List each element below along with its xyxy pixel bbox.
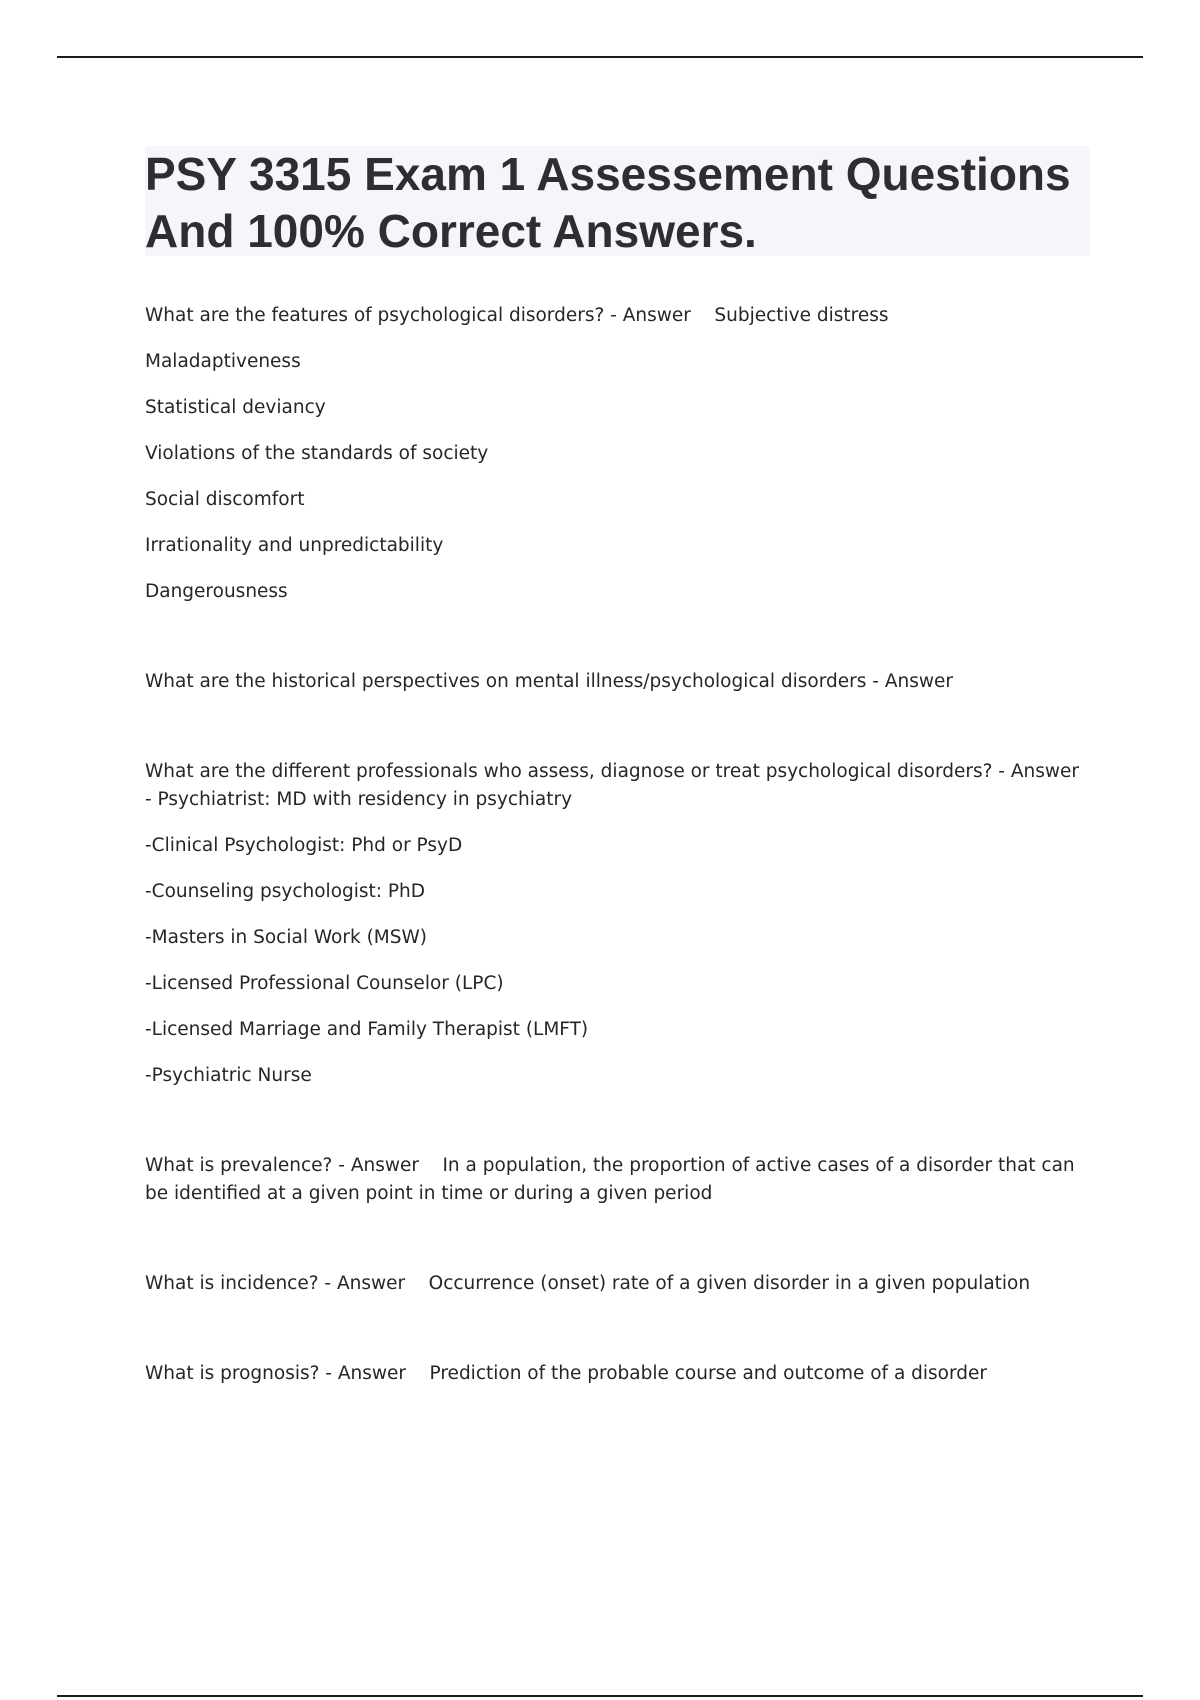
list-item: -Psychiatric Nurse	[145, 1065, 312, 1086]
question-professionals: What are the different professionals who assess, diagnose or treat psychological disorders? - Answer - Psychiatrist: MD with residency in psychiatry	[145, 761, 1103, 810]
list-item: Dangerousness	[145, 581, 288, 602]
list-item: Social discomfort	[145, 489, 305, 510]
document-title: PSY 3315 Exam 1 Assessement Questions And 100% Correct Answers.	[145, 148, 1071, 257]
question-historical: What are the historical perspectives on mental illness/psychological disorders - Answer	[145, 671, 953, 692]
bottom-rule	[57, 1695, 1143, 1697]
list-item: -Licensed Professional Counselor (LPC)	[145, 973, 504, 994]
list-item: -Licensed Marriage and Family Therapist (LMFT)	[145, 1019, 589, 1040]
list-item: Maladaptiveness	[145, 351, 301, 372]
list-item: Irrationality and unpredictability	[145, 535, 444, 556]
question-prognosis: What is prognosis? - Answer Prediction of the probable course and outcome of a disorder	[145, 1363, 988, 1384]
list-item: Violations of the standards of society	[145, 443, 489, 464]
list-item: -Masters in Social Work (MSW)	[145, 927, 428, 948]
question-features: What are the features of psychological disorders? - Answer Subjective distress	[145, 305, 889, 326]
list-item: -Counseling psychologist: PhD	[145, 881, 426, 902]
question-prevalence: What is prevalence? - Answer In a population, the proportion of active cases of a disorder that can be identified at a given point in time or during a given period	[145, 1155, 1081, 1204]
list-item: Statistical deviancy	[145, 397, 326, 418]
top-rule	[57, 56, 1143, 58]
document-body	[145, 302, 1103, 1388]
list-item: -Clinical Psychologist: Phd or PsyD	[145, 835, 463, 856]
question-incidence: What is incidence? - Answer Occurrence (onset) rate of a given disorder in a given population	[145, 1273, 1031, 1294]
